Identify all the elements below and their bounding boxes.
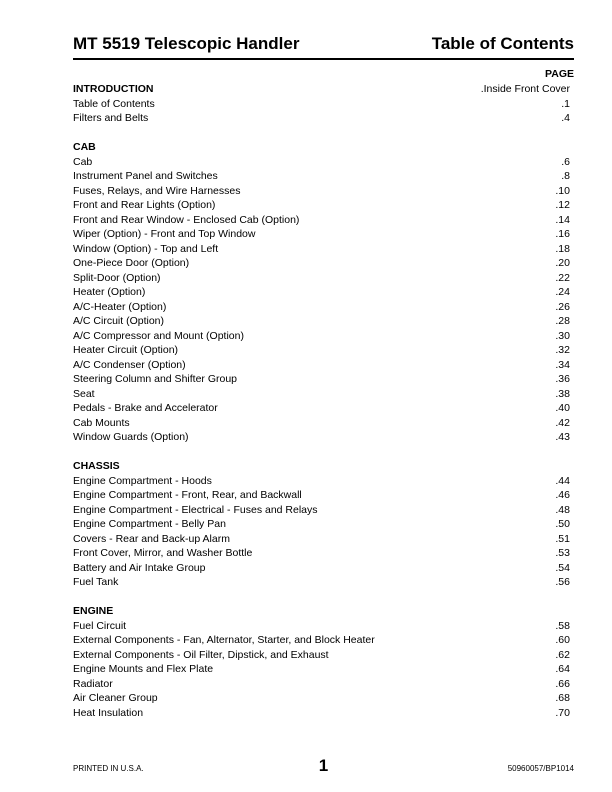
toc-entry[interactable]	[73, 213, 570, 228]
toc-entry-title: Front and Rear Window - Enclosed Cab (Option)	[73, 213, 300, 226]
toc-section	[73, 459, 570, 590]
toc-entry[interactable]	[73, 242, 570, 257]
toc-entry[interactable]	[73, 401, 570, 416]
toc-entry-page: .54	[555, 561, 570, 574]
section-title: CHASSIS	[73, 460, 120, 472]
toc-entry-page: .14	[555, 213, 570, 226]
toc-section	[73, 140, 570, 445]
toc-entry-page: .24	[555, 286, 570, 298]
toc-entry[interactable]	[73, 561, 570, 576]
toc-entry-title: INTRODUCTION	[73, 83, 154, 95]
toc-entry-title: Heater (Option)	[73, 286, 146, 298]
toc-entry[interactable]	[73, 256, 570, 271]
toc-entry-title: Split-Door (Option)	[73, 271, 161, 284]
toc-section	[73, 82, 570, 126]
toc-entry-page: .50	[555, 518, 570, 530]
toc-entry-title: External Components - Fan, Alternator, Starter, and Block Heater	[73, 634, 375, 646]
toc-entry[interactable]	[73, 488, 570, 503]
toc-entry-title: A/C Compressor and Mount (Option)	[73, 329, 244, 342]
toc-entry-title: Window Guards (Option)	[73, 431, 189, 443]
toc-entry-page: .68	[555, 692, 570, 704]
toc-entry-title: Covers - Rear and Back-up Alarm	[73, 532, 230, 545]
toc-entry-page: .26	[555, 300, 570, 313]
toc-entry-title: Cab	[73, 155, 93, 168]
toc-entry-page: .56	[555, 576, 570, 588]
print-origin: PRINTED IN U.S.A.	[73, 764, 144, 773]
toc-entry-page: .43	[555, 431, 570, 443]
toc-entry-page: .38	[555, 387, 570, 400]
toc-entry-page: .70	[555, 706, 570, 719]
toc-entry[interactable]	[73, 474, 570, 489]
header-divider	[73, 58, 574, 60]
toc-entry-title: One-Piece Door (Option)	[73, 257, 190, 269]
toc-entry-page: .51	[555, 532, 570, 545]
toc-entry[interactable]	[73, 532, 570, 547]
toc-entry[interactable]	[73, 198, 570, 213]
toc-entry[interactable]	[73, 155, 570, 170]
toc-entry[interactable]	[73, 648, 570, 663]
toc-entry-page: .66	[555, 677, 570, 690]
toc-entry[interactable]	[73, 430, 570, 445]
toc-entry[interactable]	[73, 169, 570, 184]
toc-entry-title: A/C-Heater (Option)	[73, 300, 167, 313]
toc-entry-page: .12	[555, 199, 570, 211]
toc-entry-title: Engine Compartment - Electrical - Fuses and Relays	[73, 503, 318, 516]
toc-entry[interactable]	[73, 706, 570, 721]
toc-entry-page: .46	[555, 489, 570, 501]
toc-entry[interactable]	[73, 677, 570, 692]
toc-entry-title: Engine Mounts and Flex Plate	[73, 663, 214, 675]
toc-entry-title: Fuel Tank	[73, 576, 119, 588]
toc-entry[interactable]	[73, 633, 570, 648]
page-column-label: PAGE	[545, 68, 574, 80]
toc-entry-page: .62	[555, 648, 570, 661]
toc-entry-page: .10	[555, 184, 570, 197]
toc-entry-page: .44	[555, 474, 570, 487]
toc-entry-title: A/C Condenser (Option)	[73, 358, 186, 371]
toc-entry[interactable]	[73, 82, 570, 97]
toc-entry[interactable]	[73, 662, 570, 677]
toc-entry-title: A/C Circuit (Option)	[73, 315, 165, 327]
toc-entry-title: Radiator	[73, 677, 113, 690]
toc-entry[interactable]	[73, 300, 570, 315]
page-number: 1	[318, 756, 329, 775]
toc-entry[interactable]	[73, 314, 570, 329]
toc-entry-page: .48	[555, 503, 570, 516]
toc-entry[interactable]	[73, 97, 570, 112]
toc-entry-title: Window (Option) - Top and Left	[73, 242, 219, 255]
toc-entry-page: .1	[561, 97, 570, 110]
toc-entry[interactable]	[73, 285, 570, 300]
toc-entry-title: External Components - Oil Filter, Dipstick, and Exhaust	[73, 648, 329, 661]
page-header	[73, 34, 574, 56]
toc-entry-title: Engine Compartment - Belly Pan	[73, 518, 226, 530]
toc-entry-page: .40	[555, 402, 570, 414]
toc-entry-title: Instrument Panel and Switches	[73, 170, 218, 182]
toc-entry[interactable]	[73, 271, 570, 286]
toc-entry[interactable]	[73, 343, 570, 358]
toc-entry-title: Heater Circuit (Option)	[73, 344, 179, 356]
toc-entry[interactable]	[73, 329, 570, 344]
toc-entry-title: Front and Rear Lights (Option)	[73, 199, 216, 211]
document-title: MT 5519 Telescopic Handler	[73, 34, 300, 53]
toc-entry-page: .22	[555, 271, 570, 284]
toc-entry-title: Fuel Circuit	[73, 619, 127, 632]
toc-entry-title: Filters and Belts	[73, 112, 149, 124]
toc-section	[73, 604, 570, 720]
toc-entry-page: .Inside Front Cover	[480, 83, 570, 95]
toc-entry[interactable]	[73, 619, 570, 634]
toc-entry-title: Air Cleaner Group	[73, 692, 158, 704]
table-of-contents	[73, 82, 570, 735]
toc-entry-title: Front Cover, Mirror, and Washer Bottle	[73, 547, 253, 559]
toc-entry-title: Table of Contents	[73, 97, 155, 110]
page-footer	[73, 756, 574, 776]
toc-entry-page: .34	[555, 358, 570, 371]
toc-entry-page: .60	[555, 634, 570, 646]
toc-entry-page: .32	[555, 344, 570, 356]
toc-entry[interactable]	[73, 111, 570, 126]
toc-entry-page: .8	[561, 170, 570, 182]
toc-entry-title: Pedals - Brake and Accelerator	[73, 402, 218, 414]
toc-entry[interactable]	[73, 416, 570, 431]
toc-entry[interactable]	[73, 184, 570, 199]
toc-entry-title: Seat	[73, 387, 95, 400]
toc-entry-title: Wiper (Option) - Front and Top Window	[73, 228, 256, 240]
toc-entry-title: Battery and Air Intake Group	[73, 561, 206, 574]
toc-entry[interactable]	[73, 358, 570, 373]
section-heading: Table of Contents	[431, 34, 574, 53]
toc-entry-page: .53	[555, 547, 570, 559]
toc-entry[interactable]	[73, 387, 570, 402]
document-number: 50960057/BP1014	[507, 764, 574, 773]
toc-entry-page: .42	[555, 416, 570, 429]
toc-entry[interactable]	[73, 575, 570, 590]
toc-entry-page: .6	[561, 155, 570, 168]
toc-entry-page: .28	[555, 315, 570, 327]
section-title: CAB	[73, 141, 96, 153]
toc-entry-page: .18	[555, 242, 570, 255]
toc-entry-title: Engine Compartment - Hoods	[73, 474, 212, 487]
toc-entry[interactable]	[73, 691, 570, 706]
toc-entry-title: Fuses, Relays, and Wire Harnesses	[73, 184, 241, 197]
toc-entry-page: .20	[555, 257, 570, 269]
toc-entry-title: Cab Mounts	[73, 416, 130, 429]
toc-entry-page: .36	[555, 373, 570, 385]
toc-entry-page: .4	[561, 112, 570, 124]
section-title: ENGINE	[73, 605, 114, 617]
toc-entry-page: .58	[555, 619, 570, 632]
toc-entry[interactable]	[73, 517, 570, 532]
toc-entry-page: .30	[555, 329, 570, 342]
toc-entry[interactable]	[73, 546, 570, 561]
toc-entry-page: .16	[555, 228, 570, 240]
toc-entry[interactable]	[73, 227, 570, 242]
toc-entry-title: Heat Insulation	[73, 706, 144, 719]
toc-entry[interactable]	[73, 503, 570, 518]
toc-entry-title: Engine Compartment - Front, Rear, and Backwall	[73, 489, 302, 501]
toc-entry-page: .64	[555, 663, 570, 675]
toc-entry-title: Steering Column and Shifter Group	[73, 373, 238, 385]
toc-entry[interactable]	[73, 372, 570, 387]
